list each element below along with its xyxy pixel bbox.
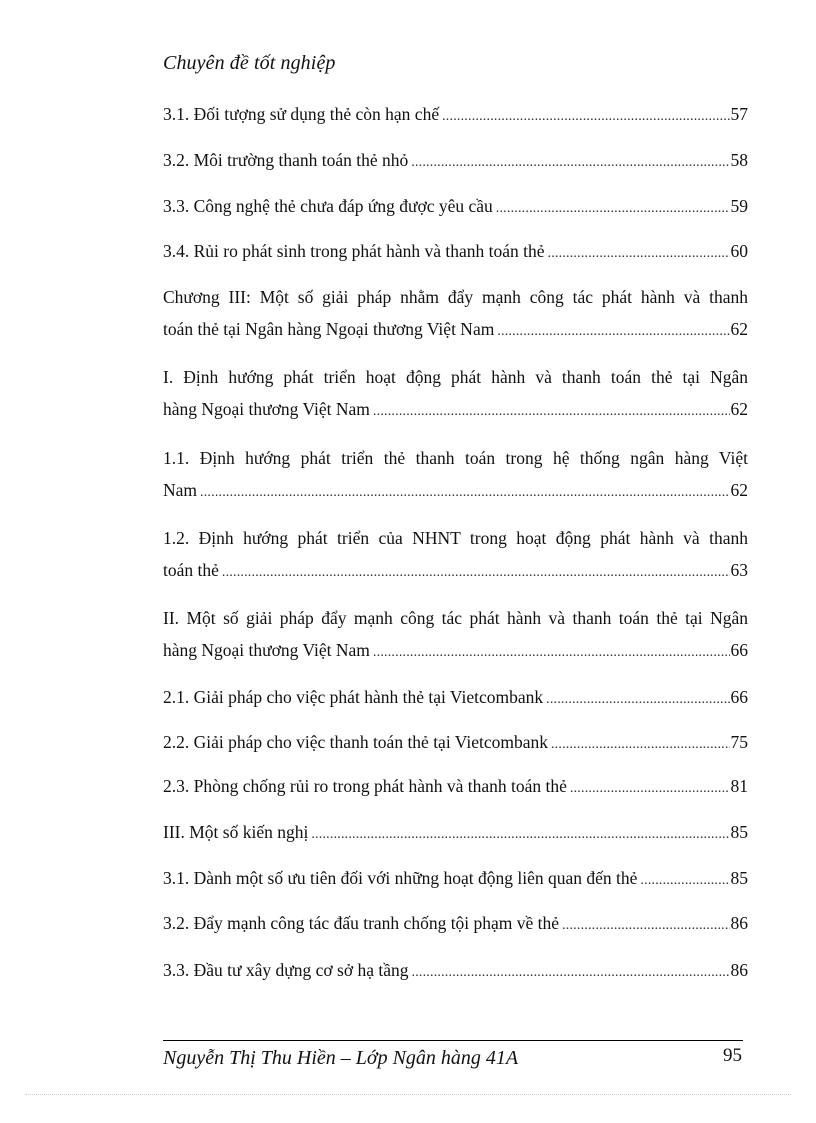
toc-entry-page: 59 — [730, 196, 748, 216]
toc-entry-text: 2.1. Giải pháp cho việc phát hành thẻ tại Vietcombank — [163, 687, 544, 707]
toc-leader-dots — [546, 690, 729, 710]
toc-leader-dots — [222, 563, 730, 583]
toc-entry-page: 75 — [730, 732, 748, 752]
toc-entry-text-line1: Chương III: Một số giải pháp nhằm đẩy mạnh công tác phát hành và thanh — [163, 287, 748, 307]
toc-entry-page: 85 — [730, 822, 748, 842]
toc-entry-page: 62 — [730, 480, 748, 500]
toc-entry-text: 3.4. Rủi ro phát sinh trong phát hành và thanh toán thẻ — [163, 241, 545, 261]
toc-entry — [163, 822, 748, 845]
toc-entry-page: 66 — [730, 687, 748, 707]
toc-entry — [163, 776, 748, 799]
toc-entry — [163, 960, 748, 983]
toc-entry — [163, 104, 748, 127]
toc-entry-text: hàng Ngoại thương Việt Nam — [163, 640, 370, 660]
toc-entry-text-line1: II. Một số giải pháp đẩy mạnh công tác phát hành và thanh toán thẻ tại Ngân — [163, 608, 748, 628]
toc-entry-text: III. Một số kiến nghị — [163, 822, 309, 842]
toc-entry — [163, 150, 748, 173]
toc-entry-text: 3.1. Dành một số ưu tiên đối với những hoạt động liên quan đến thẻ — [163, 868, 638, 888]
toc-entry — [163, 608, 748, 663]
page-header-title: Chuyên đề tốt nghiệp — [163, 52, 336, 74]
toc-entry-text: hàng Ngoại thương Việt Nam — [163, 399, 370, 419]
toc-entry — [163, 528, 748, 583]
footer-page-number: 95 — [723, 1045, 742, 1066]
toc-entry-text: 3.3. Đầu tư xây dựng cơ sở hạ tầng — [163, 960, 409, 980]
toc-entry — [163, 913, 748, 936]
toc-entry-text: 3.1. Đối tượng sử dụng thẻ còn hạn chế — [163, 104, 440, 124]
toc-leader-dots — [548, 244, 730, 264]
toc-entry — [163, 448, 748, 503]
toc-entry-page: 81 — [730, 776, 748, 796]
toc-entry-text-line1: I. Định hướng phát triển hoạt động phát hành và thanh toán thẻ tại Ngân — [163, 367, 748, 387]
toc-leader-dots — [640, 871, 729, 891]
footer-author: Nguyễn Thị Thu Hiền – Lớp Ngân hàng 41A — [163, 1047, 519, 1069]
toc-entry-text-line1: 1.2. Định hướng phát triển của NHNT trong hoạt động phát hành và thanh — [163, 528, 748, 548]
toc-leader-dots — [551, 735, 730, 755]
toc-leader-dots — [570, 779, 730, 799]
toc-entry — [163, 196, 748, 219]
toc-entry-page: 62 — [730, 319, 748, 339]
toc-entry-page: 85 — [730, 868, 748, 888]
toc-leader-dots — [412, 963, 730, 983]
toc-entry — [163, 287, 748, 342]
toc-leader-dots — [411, 153, 729, 173]
toc-entry-page: 57 — [730, 104, 748, 124]
toc-leader-dots — [373, 402, 730, 422]
toc-leader-dots — [373, 643, 730, 663]
toc-entry-page: 66 — [730, 640, 748, 660]
toc-leader-dots — [496, 199, 730, 219]
page-bottom-border — [25, 1094, 791, 1095]
toc-entry-text: 2.3. Phòng chống rủi ro trong phát hành và thanh toán thẻ — [163, 776, 567, 796]
toc-entry-page: 63 — [730, 560, 748, 580]
toc-leader-dots — [497, 322, 729, 342]
footer-divider — [163, 1040, 743, 1041]
toc-entry-page: 86 — [730, 960, 748, 980]
toc-leader-dots — [442, 107, 729, 127]
toc-entry — [163, 687, 748, 710]
toc-entry-text: Nam — [163, 480, 198, 500]
toc-entry — [163, 241, 748, 264]
toc-leader-dots — [200, 483, 729, 503]
toc-entry — [163, 732, 748, 755]
toc-leader-dots — [311, 825, 729, 845]
toc-entry — [163, 367, 748, 422]
toc-entry-text-line1: 1.1. Định hướng phát triển thẻ thanh toán trong hệ thống ngân hàng Việt — [163, 448, 748, 468]
toc-entry-text: 3.2. Đẩy mạnh công tác đấu tranh chống tội phạm về thẻ — [163, 913, 560, 933]
toc-entry-text: 3.2. Môi trường thanh toán thẻ nhỏ — [163, 150, 409, 170]
toc-entry-text: toán thẻ — [163, 560, 219, 580]
toc-entry-page: 86 — [730, 913, 748, 933]
toc-entry-text: 2.2. Giải pháp cho việc thanh toán thẻ tại Vietcombank — [163, 732, 548, 752]
toc-entry-text: 3.3. Công nghệ thẻ chưa đáp ứng được yêu cầu — [163, 196, 493, 216]
toc-entry-page: 60 — [730, 241, 748, 261]
toc-entry-text: toán thẻ tại Ngân hàng Ngoại thương Việt Nam — [163, 319, 495, 339]
toc-entry — [163, 868, 748, 891]
toc-entry-page: 62 — [730, 399, 748, 419]
toc-entry-page: 58 — [730, 150, 748, 170]
toc-leader-dots — [562, 916, 729, 936]
